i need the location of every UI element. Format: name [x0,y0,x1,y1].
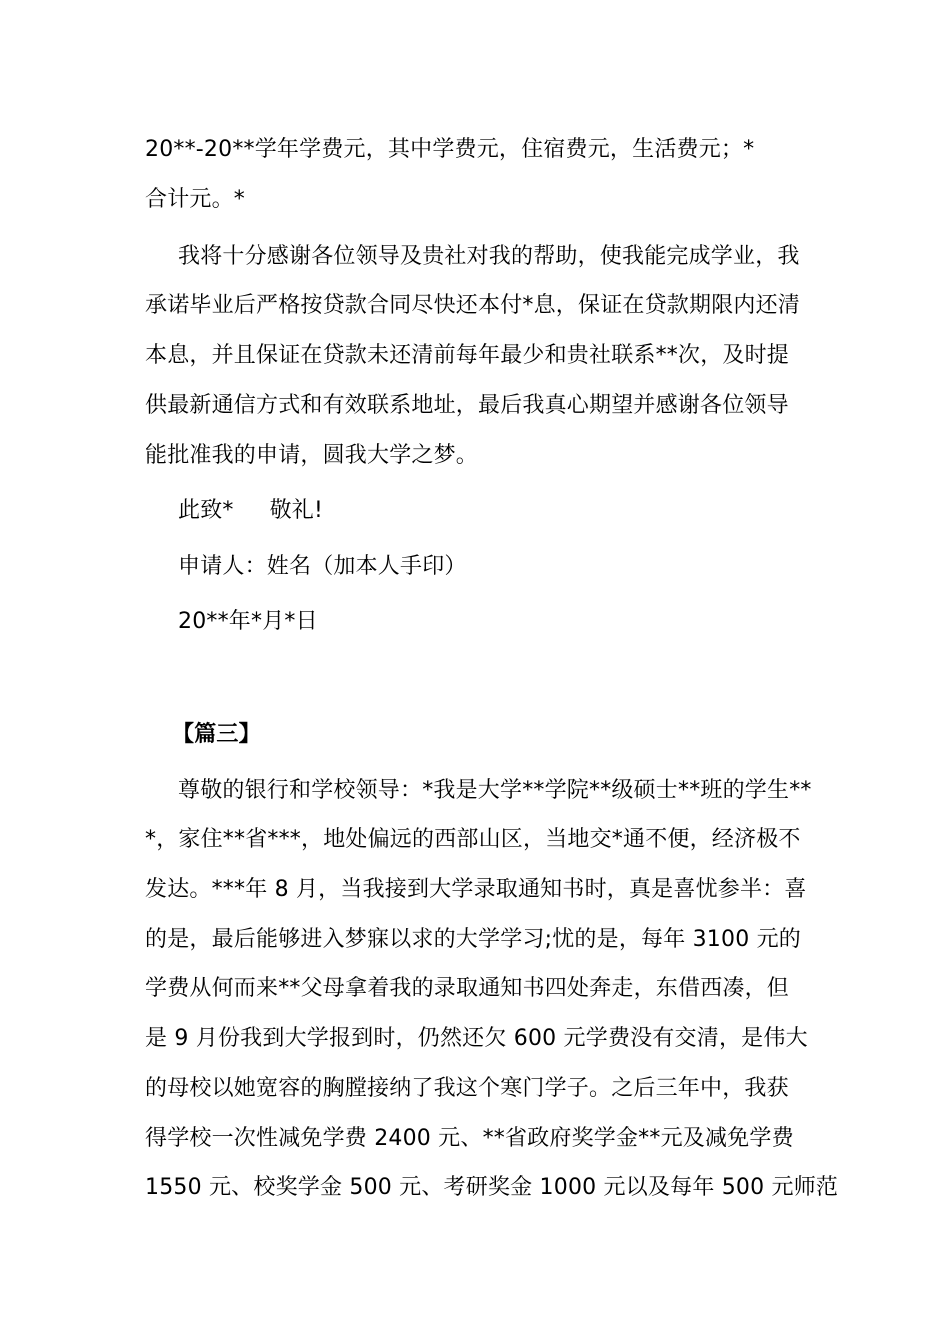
paragraph-2-line-4: 供最新通信方式和有效联系地址，最后我真心期望并感谢各位领导 [145,393,789,418]
regards-text: 敬礼! [269,498,324,523]
paragraph-3-line-7: 的母校以她宽容的胸膛接纳了我这个寒门学子。之后三年中，我获 [145,1076,789,1101]
paragraph-3-line-8: 得学校一次性减免学费 2400 元、**省政府奖学金**元及减免学费 [145,1126,794,1151]
paragraph-2-line-3: 本息，并且保证在贷款未还清前每年最少和贵社联系**次，及时提 [145,343,790,368]
paragraph-3-line-5: 学费从何而来**父母拿着我的录取通知书四处奔走，东借西凑，但 [145,976,790,1001]
closing-salutation-line [178,496,323,526]
paragraph-1-line-2: 合计元。* [145,187,246,212]
date-line: 20**年*月*日 [178,609,318,634]
salutation-text: 此致* [178,498,234,523]
paragraph-2-line-2: 承诺毕业后严格按贷款合同尽快还本付*息，保证在贷款期限内还清 [145,293,801,318]
paragraph-2-line-1: 我将十分感谢各位领导及贵社对我的帮助，使我能完成学业，我 [178,244,800,269]
paragraph-3-line-6: 是 9 月份我到大学报到时，仍然还欠 600 元学费没有交清，是伟大 [145,1026,808,1051]
paragraph-3-line-4: 的是，最后能够进入梦寐以求的大学学习;忧的是，每年 3100 元的 [145,927,801,952]
paragraph-2-line-5: 能批准我的申请，圆我大学之梦。 [145,443,479,468]
paragraph-3-line-3: 发达。***年 8 月，当我接到大学录取通知书时，真是喜忧参半：喜 [145,877,807,902]
paragraph-3-line-9: 1550 元、校奖学金 500 元、考研奖金 1000 元以及每年 500 元师范 [145,1175,839,1200]
paragraph-1-line-1: 20**-20**学年学费元，其中学费元，住宿费元，生活费元；* [145,137,755,162]
section-heading: 【篇三】 [172,722,261,747]
paragraph-3-line-1: 尊敬的银行和学校领导：*我是大学**学院**级硕士**班的学生** [178,778,812,803]
paragraph-3-line-2: *，家住**省***，地处偏远的西部山区，当地交*通不便，经济极不 [145,827,801,852]
applicant-line: 申请人：姓名（加本人手印） [178,554,467,579]
